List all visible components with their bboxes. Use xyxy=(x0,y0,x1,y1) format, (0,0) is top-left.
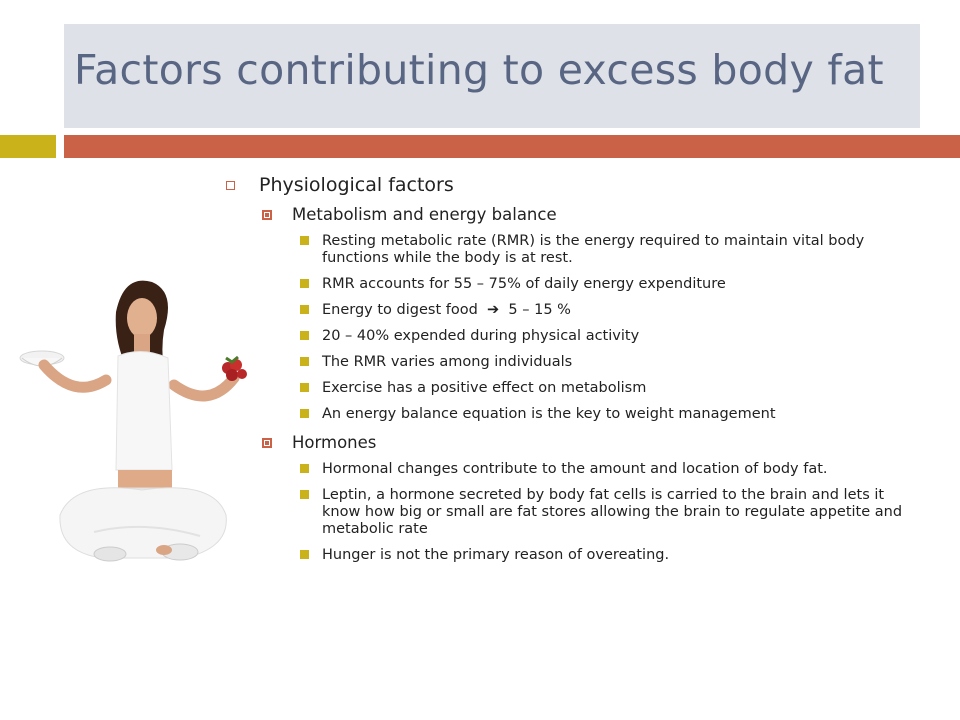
list-item-text: Hormonal changes contribute to the amount and location of body fat. xyxy=(322,461,828,477)
slide-title: Factors contributing to excess body fat xyxy=(74,46,884,94)
list-item-text: An energy balance equation is the key to weight management xyxy=(322,406,776,422)
list-item xyxy=(300,406,916,423)
filled-square-bullet-icon xyxy=(300,490,309,499)
list-item-text: Energy to digest food xyxy=(322,302,478,318)
filled-square-bullet-icon xyxy=(300,383,309,392)
list-item xyxy=(300,328,916,345)
filled-square-bullet-icon xyxy=(300,236,309,245)
list-item-text: Hunger is not the primary reason of overeating. xyxy=(322,547,670,563)
list-item-text: RMR accounts for 55 – 75% of daily energy expenditure xyxy=(322,276,726,292)
section-label: Metabolism and energy balance xyxy=(292,205,557,224)
filled-square-bullet-icon xyxy=(300,357,309,366)
physiological-heading: Physiological factors xyxy=(259,174,454,196)
title-box xyxy=(64,24,920,128)
bullet-content xyxy=(226,172,916,573)
list-item xyxy=(300,354,916,371)
list-item-text: Exercise has a positive effect on metabolism xyxy=(322,380,647,396)
square-bullet-icon xyxy=(262,210,272,220)
list-item xyxy=(300,276,916,293)
filled-square-bullet-icon xyxy=(300,279,309,288)
square-bullet-icon xyxy=(262,438,272,448)
list-item xyxy=(300,547,916,564)
list-item xyxy=(226,172,916,198)
filled-square-bullet-icon xyxy=(300,305,309,314)
right-arrow-icon: ➔ xyxy=(482,302,504,318)
list-item-text: Leptin, a hormone secreted by body fat cells is carried to the brain and lets it know how big or small are fat stores allowing the brain to regulate appetite and metabolic rate xyxy=(322,487,903,537)
list-item xyxy=(300,487,916,538)
list-item xyxy=(300,461,916,478)
list-item xyxy=(300,302,916,319)
list-item-text: Resting metabolic rate (RMR) is the energy required to maintain vital body functions while the body is at rest. xyxy=(322,233,865,266)
list-item xyxy=(300,233,916,267)
list-item-text: 20 – 40% expended during physical activity xyxy=(322,328,640,344)
filled-square-bullet-icon xyxy=(300,331,309,340)
list-item-text: The RMR varies among individuals xyxy=(322,354,573,370)
list-item xyxy=(300,380,916,397)
filled-square-bullet-icon xyxy=(300,464,309,473)
section-label: Hormones xyxy=(292,433,377,452)
filled-square-bullet-icon xyxy=(300,550,309,559)
list-item xyxy=(262,432,916,454)
list-item xyxy=(262,204,916,226)
hollow-square-bullet-icon xyxy=(226,181,235,190)
digest-value: 5 – 15 % xyxy=(508,302,571,318)
accent-bar-yellow xyxy=(0,135,56,158)
accent-bar-orange xyxy=(64,135,960,158)
filled-square-bullet-icon xyxy=(300,409,309,418)
